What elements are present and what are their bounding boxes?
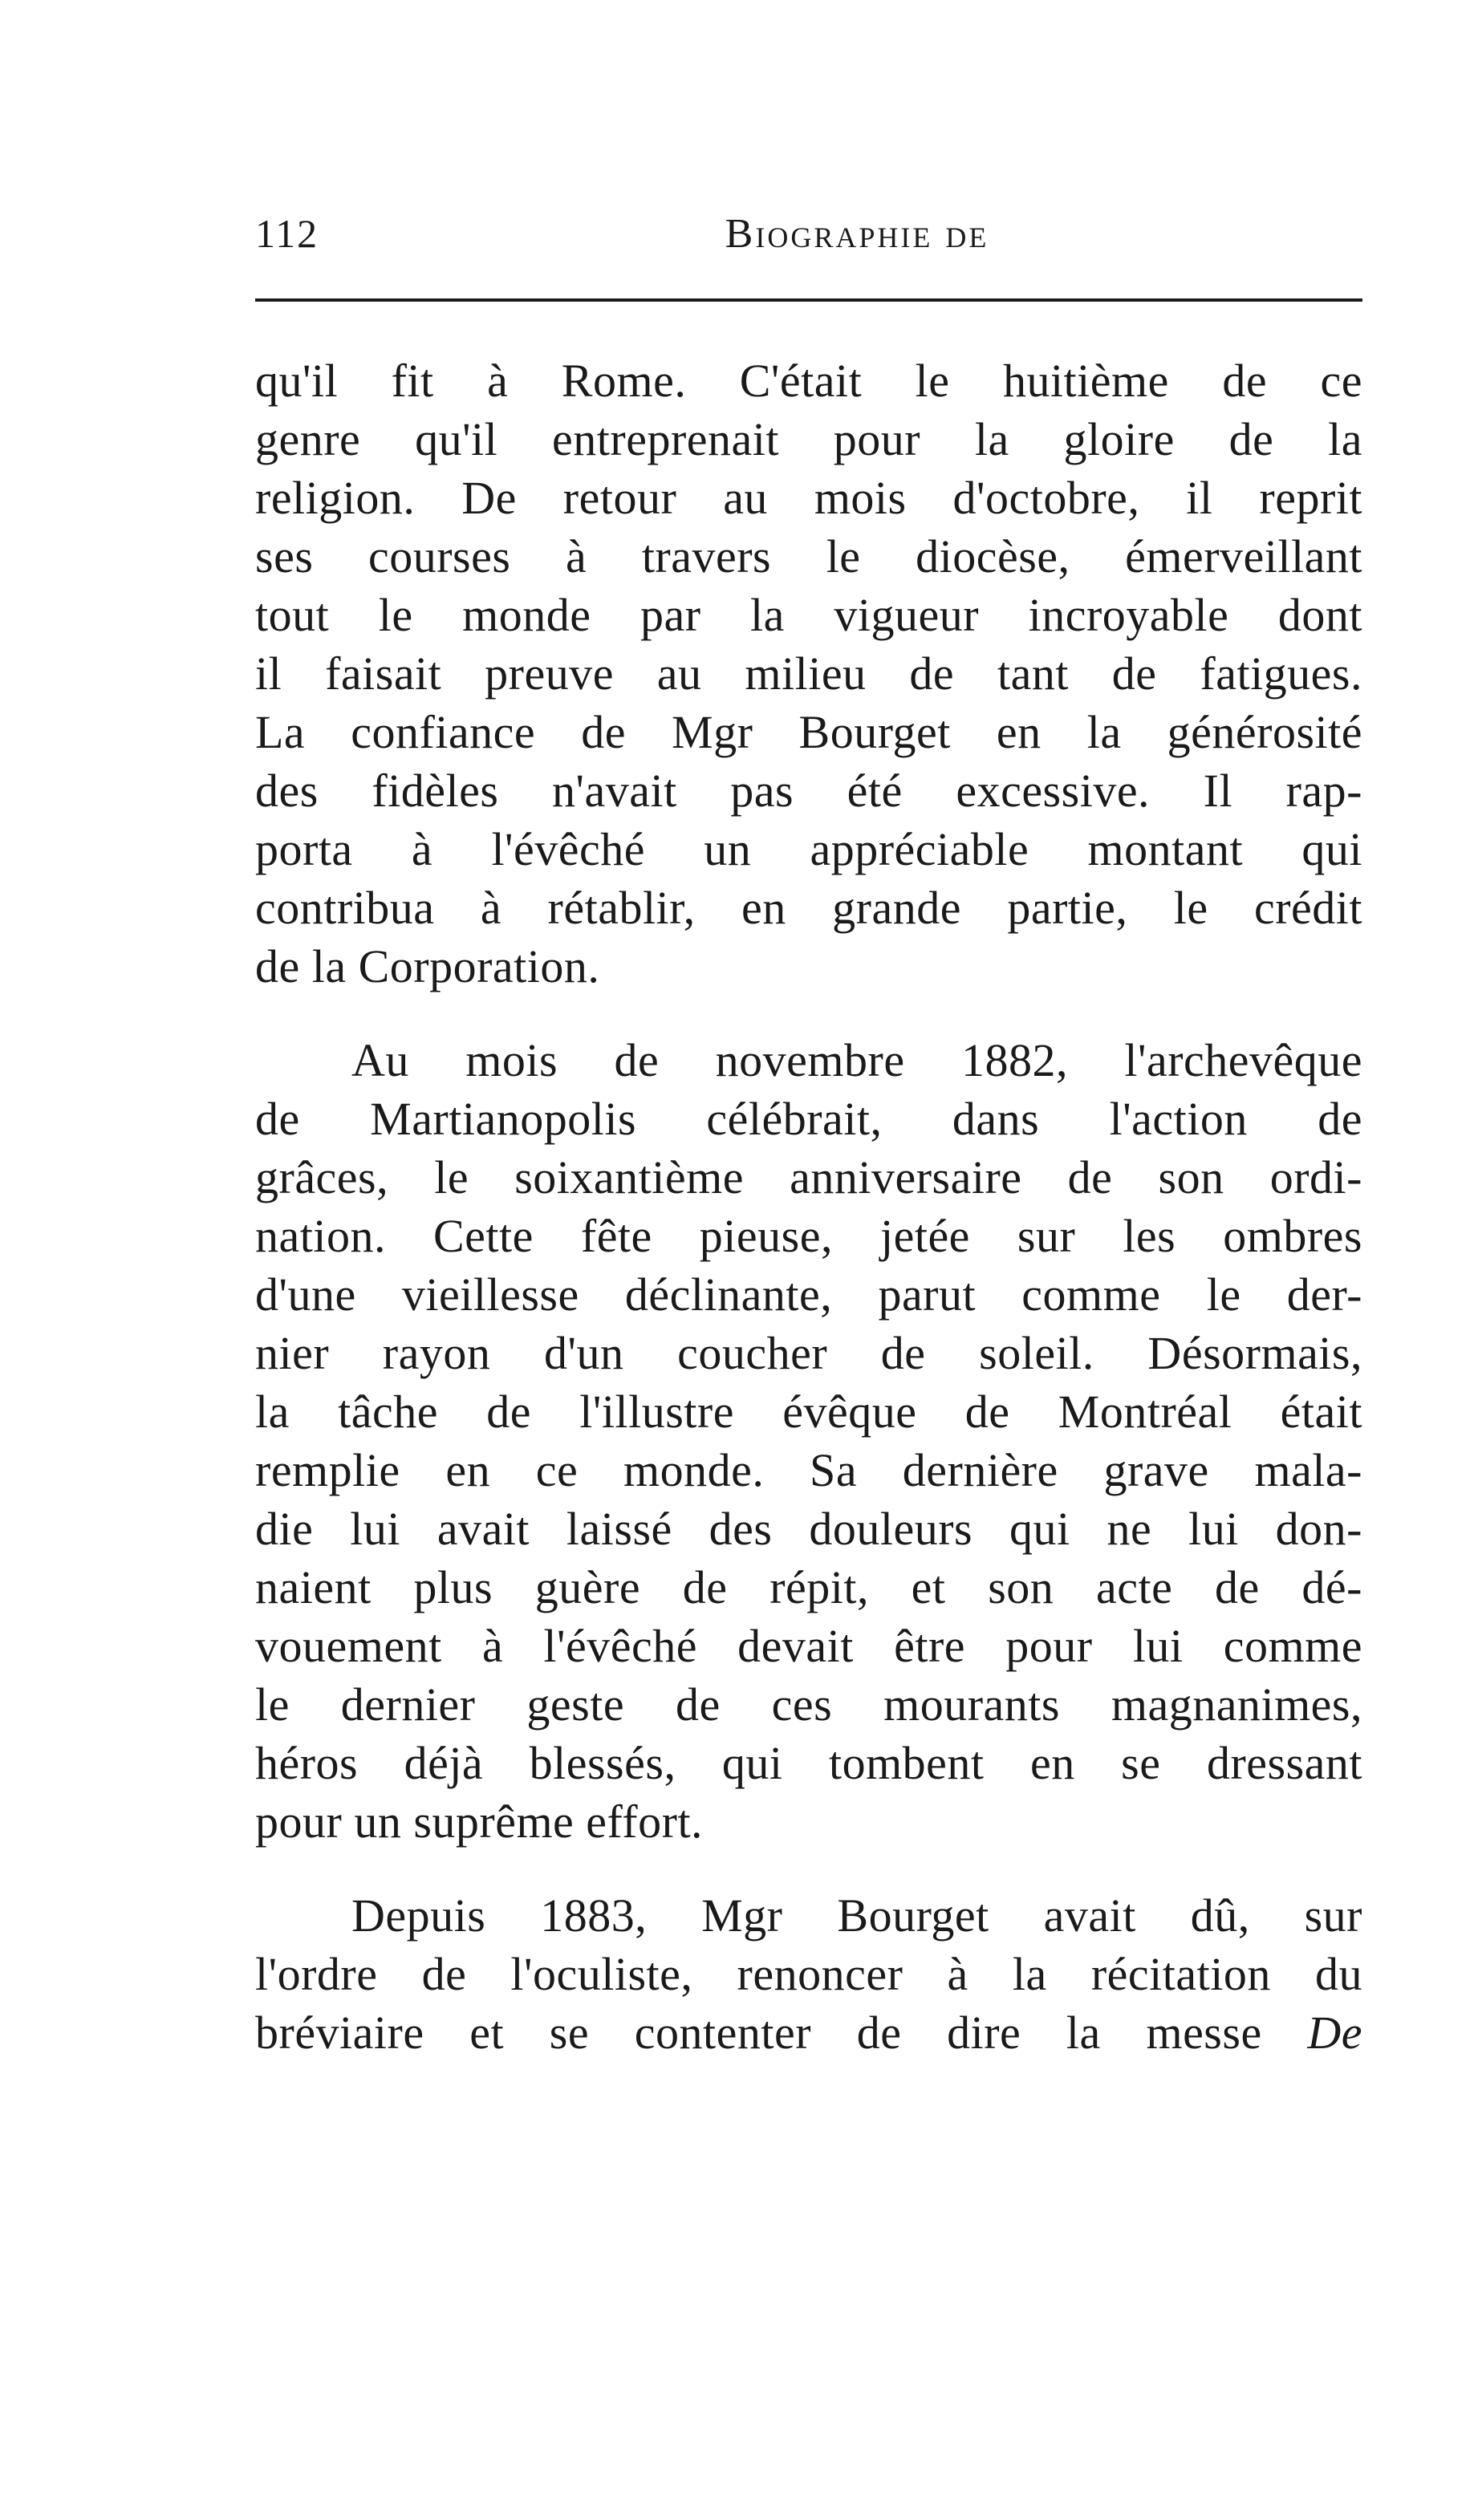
text-line: Au mois de novembre 1882, l'archevêque <box>351 1034 1362 1086</box>
text-line: remplie en ce monde. Sa dernière grave mala- <box>255 1444 1362 1496</box>
text-line: religion. De retour au mois d'octobre, il reprit <box>255 472 1362 524</box>
text-line: héros déjà blessés, qui tombent en se dressant <box>255 1737 1362 1789</box>
text-line: ses courses à travers le diocèse, émerveillant <box>255 530 1362 582</box>
text-line: La confiance de Mgr Bourget en la générosité <box>255 706 1362 758</box>
running-head <box>255 210 1362 274</box>
text-line: die lui avait laissé des douleurs qui ne lui don- <box>255 1503 1362 1555</box>
paragraph-2 <box>255 1031 1362 1851</box>
text-line: d'une vieillesse déclinante, parut comme le der- <box>255 1268 1362 1321</box>
text-line-with-italic <box>255 2003 1362 2062</box>
text-line: nation. Cette fête pieuse, jetée sur les ombres <box>255 1210 1362 1262</box>
text-line: la tâche de l'illustre évêque de Montréal était <box>255 1386 1362 1438</box>
text-line: tout le monde par la vigueur incroyable dont <box>255 589 1362 641</box>
text-line: le dernier geste de ces mourants magnanimes, <box>255 1678 1362 1731</box>
running-title: Biographie de <box>725 211 989 257</box>
text-line: genre qu'il entreprenait pour la gloire de la <box>255 413 1362 465</box>
text-line: qu'il fit à Rome. C'était le huitième de ce <box>255 355 1362 407</box>
text-line: grâces, le soixantième anniversaire de son ordi- <box>255 1151 1362 1203</box>
paragraph-3 <box>255 1886 1362 2062</box>
text-run: bréviaire et se contenter de dire la messe <box>255 2007 1262 2059</box>
text-line: il faisait preuve au milieu de tant de fatigues. <box>255 647 1362 700</box>
text-line: pour un suprême effort. <box>255 1796 704 1848</box>
paragraph-1 <box>255 351 1362 996</box>
text-line: l'ordre de l'oculiste, renoncer à la récitation du <box>255 1948 1362 2000</box>
text-line: Depuis 1883, Mgr Bourget avait dû, sur <box>351 1889 1362 1942</box>
paragraph-gap <box>255 1851 1362 1886</box>
header-rule <box>255 298 1362 302</box>
italic-word: De <box>1307 2007 1363 2059</box>
text-line: porta à l'évêché un appréciable montant qui <box>255 823 1362 875</box>
text-line: de Martianopolis célébrait, dans l'action de <box>255 1093 1362 1145</box>
text-line: de la Corporation. <box>255 940 600 992</box>
page-number: 112 <box>255 211 319 256</box>
text-line: nier rayon d'un coucher de soleil. Désormais, <box>255 1327 1362 1379</box>
paragraph-gap <box>255 996 1362 1031</box>
text-line: des fidèles n'avait pas été excessive. Il rap- <box>255 765 1362 817</box>
body-text <box>255 351 1362 2062</box>
text-line: vouement à l'évêché devait être pour lui comme <box>255 1620 1362 1672</box>
text-line: naient plus guère de répit, et son acte de dé- <box>255 1561 1362 1613</box>
text-line: contribua à rétablir, en grande partie, le crédit <box>255 882 1362 934</box>
